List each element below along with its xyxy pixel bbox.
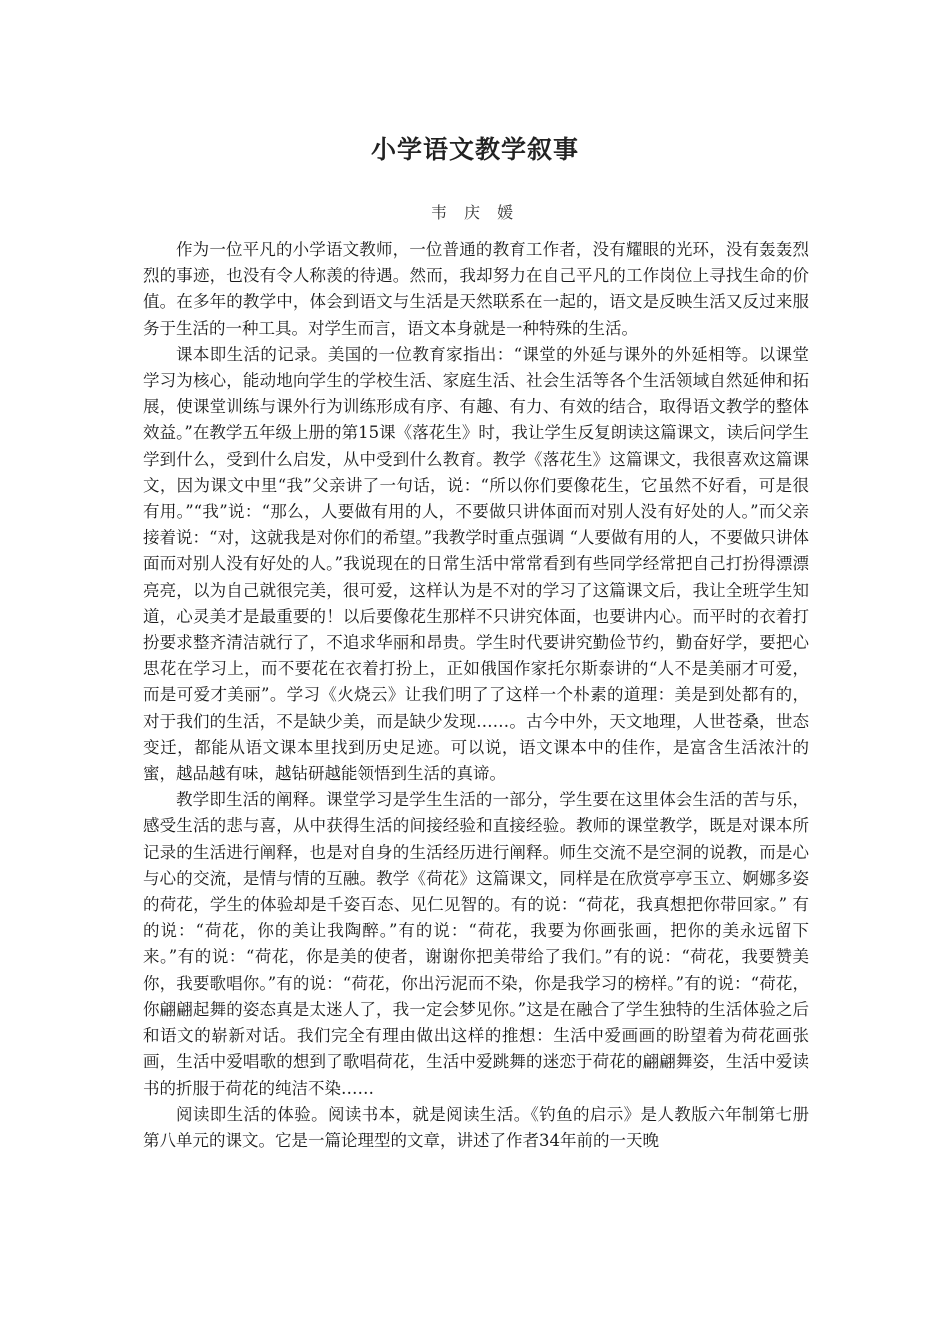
document-author: 韦 庆 媛 [430,203,520,222]
document-title: 小学语文教学叙事 [370,135,579,164]
paragraph-intro: 作为一位平凡的小学语文教师，一位普通的教育工作者，没有耀眼的光环，没有轰轰烈烈的事迹，也没有令人称羡的待遇。然而，我却努力在自己平凡的工作岗位上寻找生命的价值。在多年的教学中，体会到语文与生活是天然联系在一起的，语文是反映生活又反过来服务于生活的一种工具。对学生而言，语文本身就是一种特殊的生活。 [143,240,809,338]
paragraph-reading: 阅读即生活的体验。阅读书本，就是阅读生活。《钓鱼的启示》是人教版六年制第七册第八单元的课文。它是一篇论理型的文章，讲述了作者34年前的一天晚 [143,1104,809,1150]
paragraph-textbook: 课本即生活的记录。美国的一位教育家指出：“课堂的外延与课外的外延相等。以课堂学习为核心，能动地向学生的学校生活、家庭生活、社会生活等各个生活领域自然延伸和拓展，使课堂训练与课外行为训练形成有序、有趣、有力、有效的结合，取得语文教学的整体效益。”在教学五年级上册的第15课《落花生》时，我让学生反复朗读这篇课文，读后问学生学到什么，受到什么启发，从中受到什么教育。教学《落花生》这篇课文，我很喜欢这篇课文，因为课文中里“我”父亲讲了一句话，说：“所以你们要像花生，它虽然不好看，可是很有用。”“我”说：“那么，人要做有用的人，不要做只讲体面而对别人没有好处的人。”而父亲接着说：“对，这就我是对你们的希望。”我教学时重点强调 “人要做有用的人，不要做只讲体面而对别人没有好处的人。”我说现在的日常生活中常常看到有些同学经常把自己打扮得漂漂亮亮，以为自己就很完美，很可爱，这样认为是不对的学习了这篇课文后，我让全班学生知道，心灵美才是最重要的！以后要像花生那样不只讲究体面，也要讲内心。而平时的衣着打扮要求整齐清洁就行了，不追求华丽和昂贵。学生时代要讲究勤俭节约，勤奋好学，要把心思花在学习上，而不要花在衣着打扮上，正如俄国作家托尔斯泰讲的“人不是美丽才可爱，而是可爱才美丽”。学习《火烧云》让我们明了了这样一个朴素的道理：美是到处都有的，对于我们的生活，不是缺少美，而是缺少发现……。古今中外，天文地理，人世苍桑，世态变迁，都能从语文课本里找到历史足迹。可以说，语文课本中的佳作，是富含生活浓汁的蜜，越品越有味，越钻研越能领悟到生活的真谛。 [143,344,809,784]
paragraph-teaching: 教学即生活的阐释。课堂学习是学生生活的一部分，学生要在这里体会生活的苦与乐，感受生活的悲与喜，从中获得生活的间接经验和直接经验。教师的课堂教学，既是对课本所记录的生活进行阐释，也是对自身的生活经历进行阐释。师生交流不是空洞的说教，而是心与心的交流，是情与情的互融。教学《荷花》这篇课文，同样是在欣赏亭亭玉立、婀娜多姿的荷花，学生的体验却是千姿百态、见仁见智的。有的说：“荷花，我真想把你带回家。” 有的说：“荷花，你的美让我陶醉。”有的说：“荷花，我要为你画张画，把你的美永远留下来。”有的说：“荷花，你是美的使者，谢谢你把美带给了我们。”有的说：“荷花，我要赞美你，我要歌唱你。”有的说：“荷花，你出污泥而不染，你是我学习的榜样。”有的说：“荷花，你翩翩起舞的姿态真是太迷人了，我一定会梦见你。”这是在融合了学生独特的生活体验之后和语文的崭新对话。我们完全有理由做出这样的推想：生活中爱画画的盼望着为荷花画张画，生活中爱唱歌的想到了歌唱荷花，生活中爱跳舞的迷恋于荷花的翩翩舞姿，生活中爱读书的折服于荷花的纯洁不染…… [143,790,809,1098]
document-body [143,237,809,1154]
